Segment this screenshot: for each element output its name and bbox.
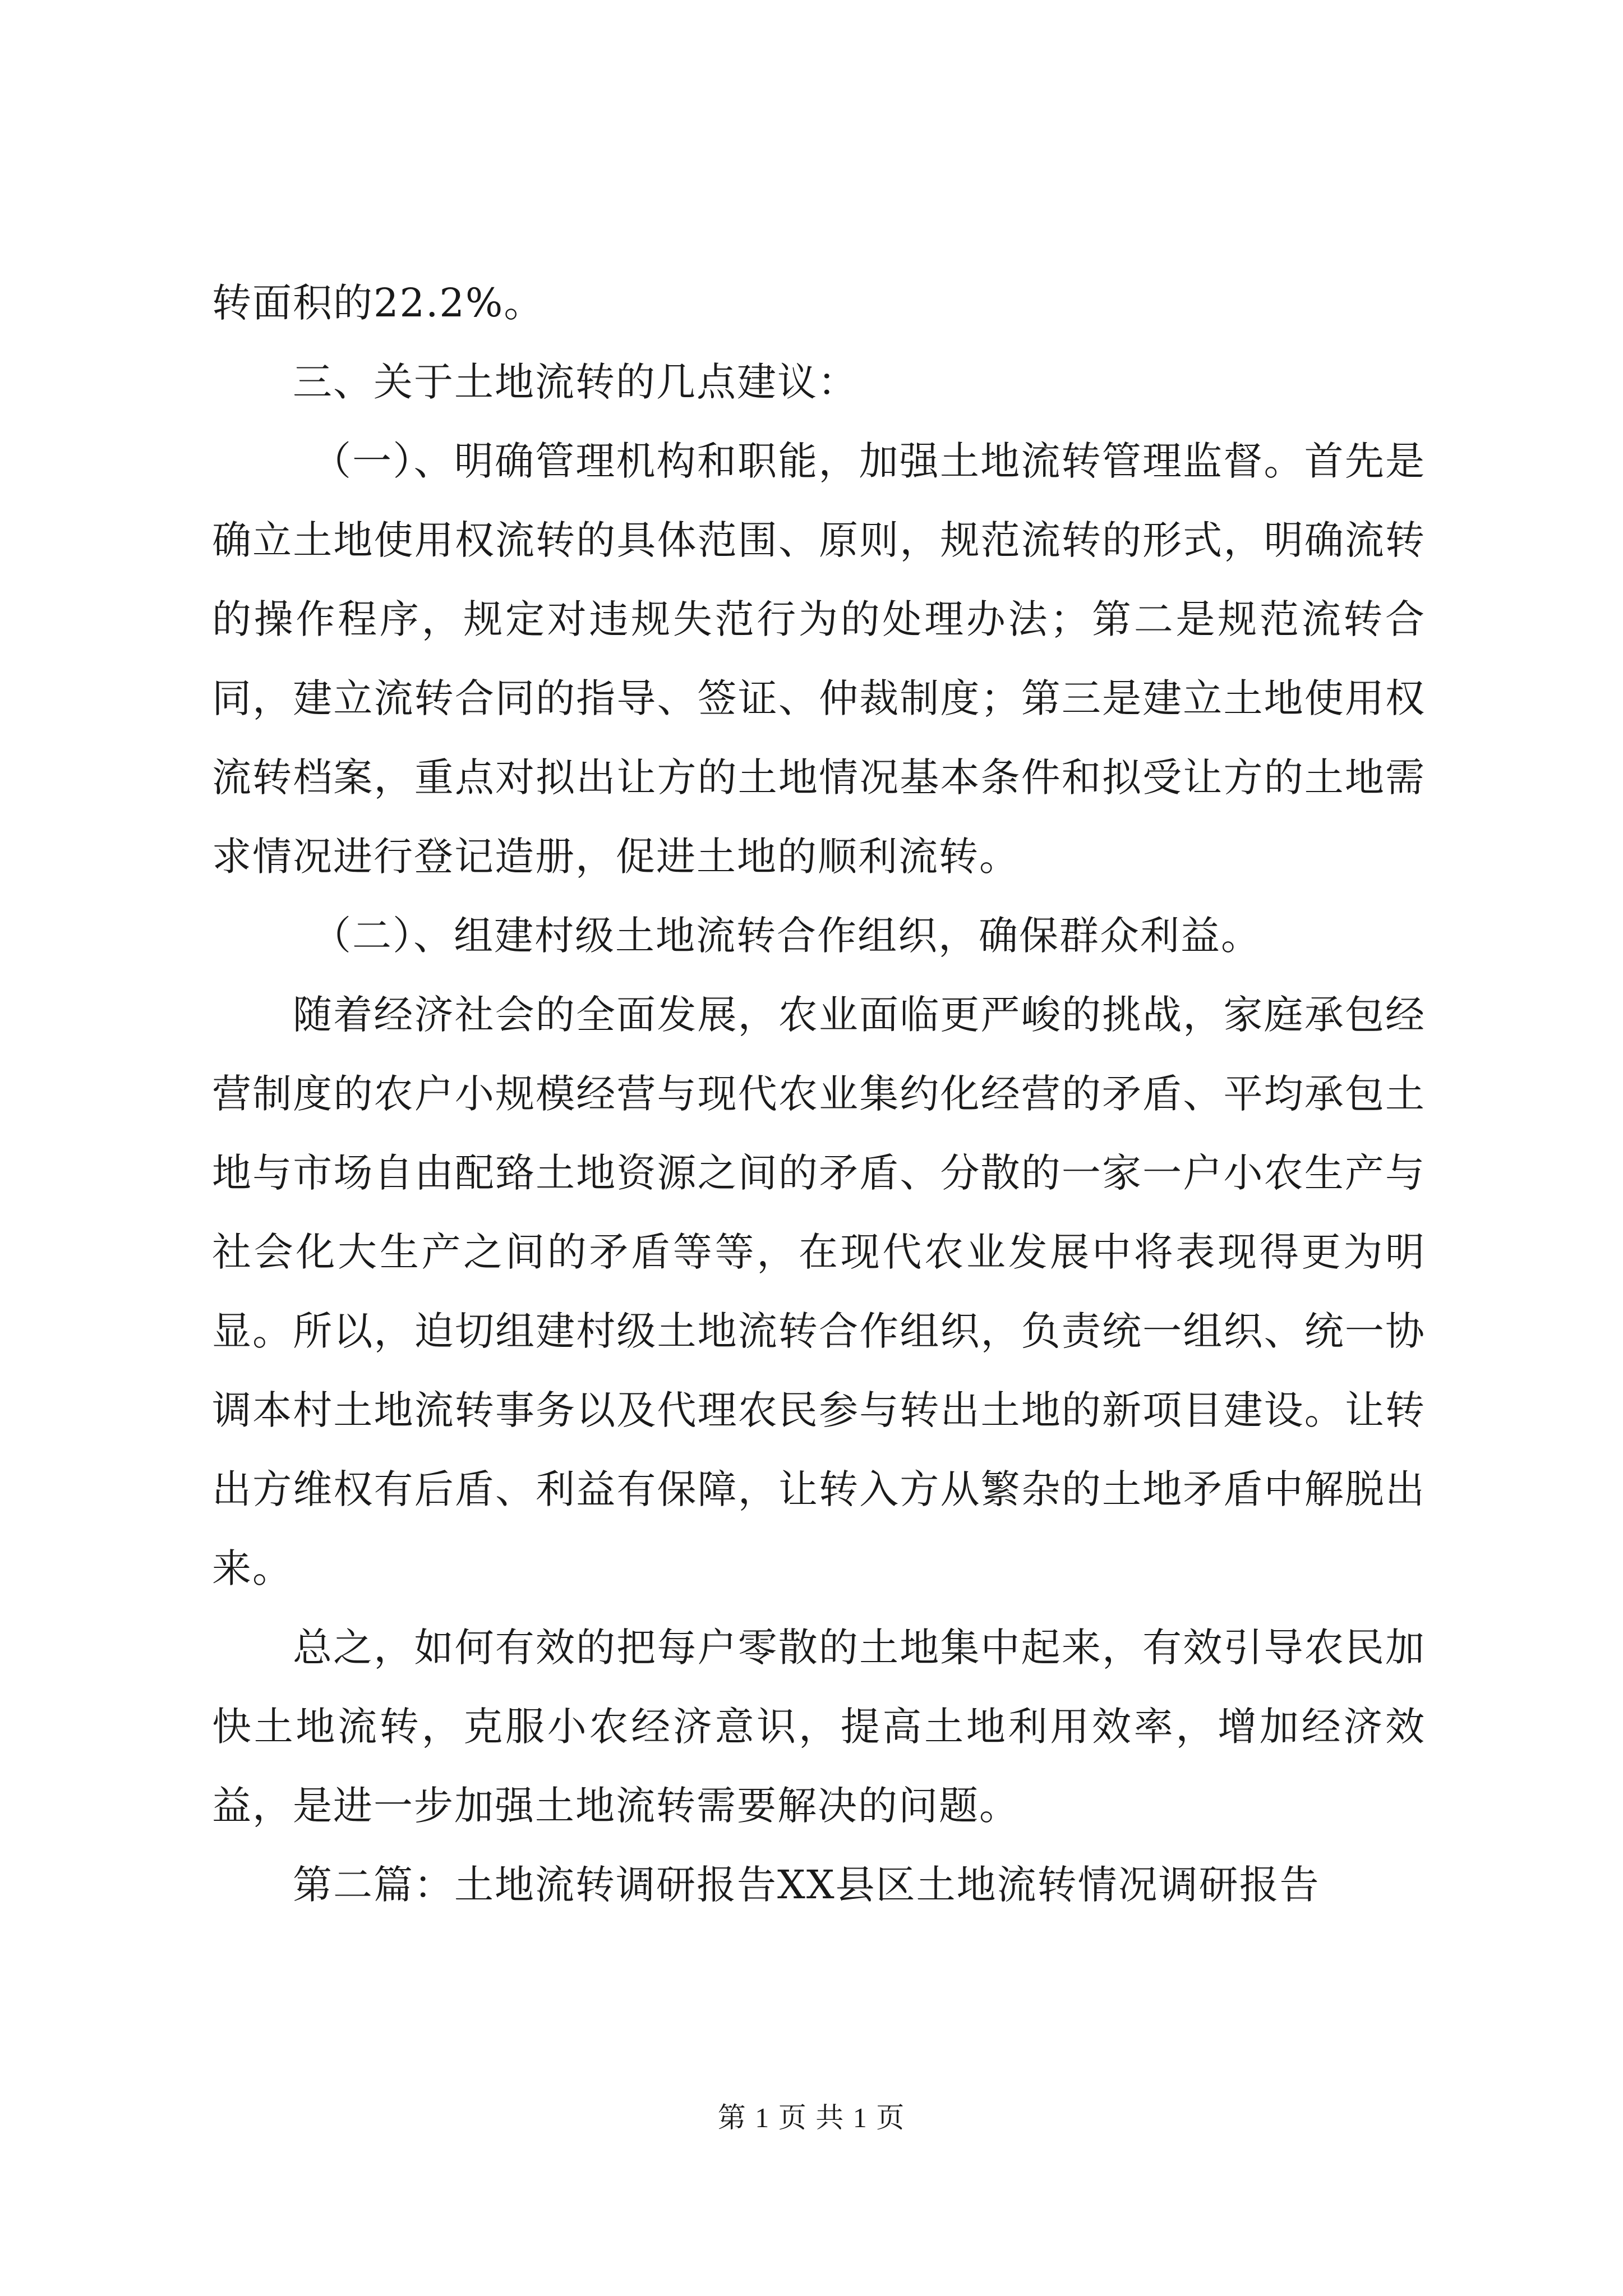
paragraph-suggestion-two-heading: （二）、组建村级土地流转合作组织，确保群众利益。 [312,913,1261,959]
paragraph-suggestion-one: （一）、明确管理机构和职能，加强土地流转管理监督。首先是确立土地使用权流转的具体范围、原则，规范流转的形式，明确流转的操作程序，规定对违规失范行为的处理办法；第二是规范流转合同，建立流转合同的指导、签证、仲裁制度；第三是建立土地使用权流转档案，重点对拟出让方的土地情况基本条件和拟受让方的土地需求情况进行登记造册，促进土地的顺利流转。 [212,438,1426,880]
section-heading-suggestions: 三、关于土地流转的几点建议： [293,359,858,405]
paragraph-area-percentage: 转面积的22.2%。 [212,280,545,326]
paragraph-suggestion-two-body: 随着经济社会的全面发展，农业面临更严峻的挑战，家庭承包经营制度的农户小规模经营与现代农业集约化经营的矛盾、平均承包土地与市场自由配臵土地资源之间的矛盾、分散的一家一户小农生产与社会化大生产之间的矛盾等等，在现代农业发展中将表现得更为明显。所以，迫切组建村级土地流转合作组织，负责统一组织、统一协调本村土地流转事务以及代理农民参与转出土地的新项目建设。让转出方维权有后盾、利益有保障，让转入方从繁杂的土地矛盾中解脱出来。 [212,992,1426,1591]
paragraph-conclusion: 总之，如何有效的把每户零散的土地集中起来，有效引导农民加快土地流转，克服小农经济意识，提高土地利用效率，增加经济效益，是进一步加强土地流转需要解决的问题。 [212,1625,1426,1829]
document-body [212,264,1426,1925]
page-number-footer: 第 1 页 共 1 页 [717,2102,906,2133]
paragraph-second-article-title: 第二篇：土地流转调研报告XX县区土地流转情况调研报告 [293,1862,1320,1908]
